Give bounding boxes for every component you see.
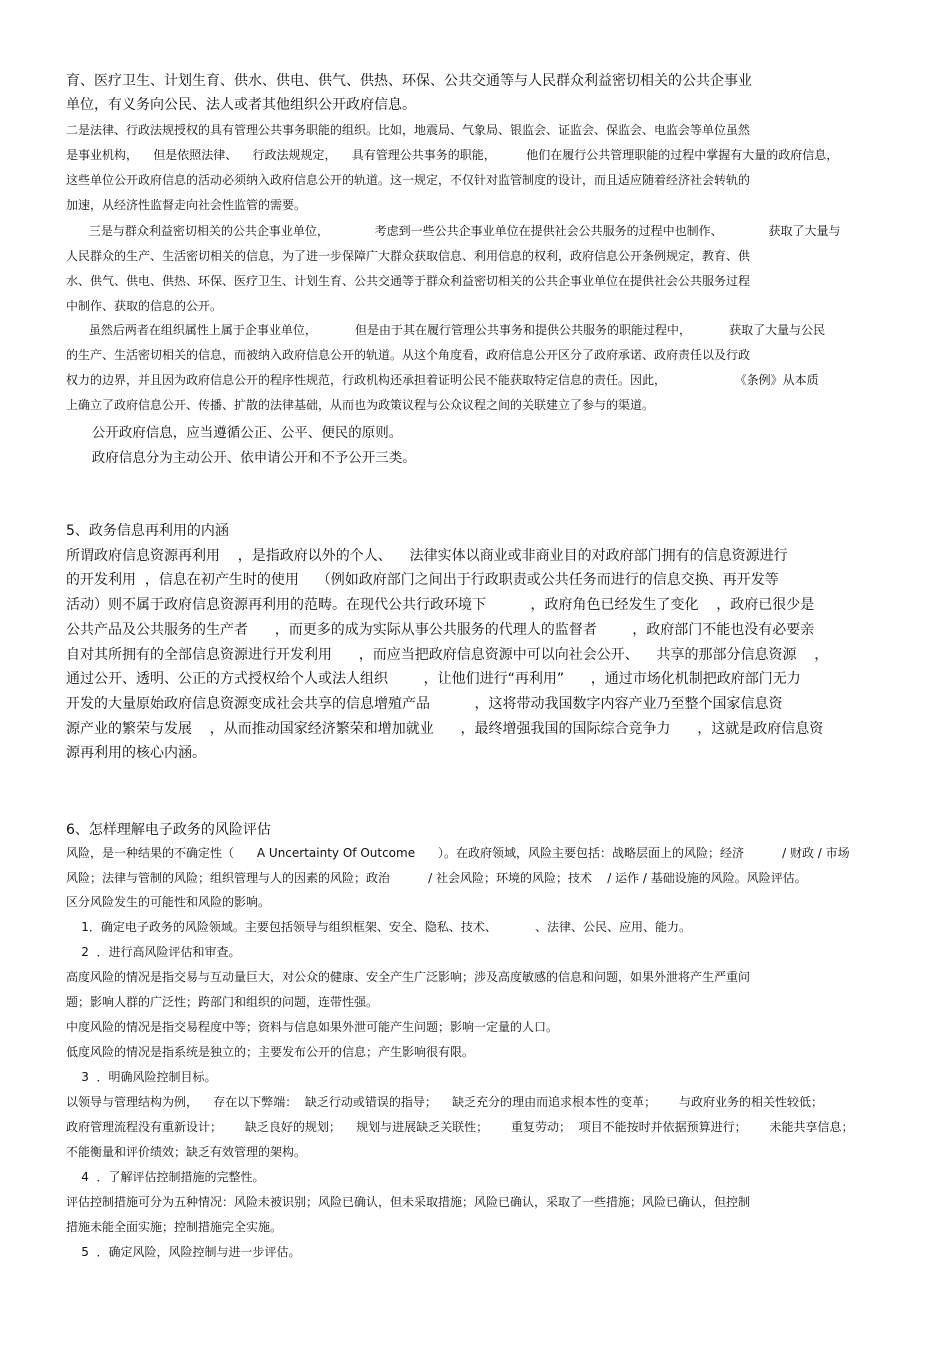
text-line: 三是与群众利益密切相关的公共企事业单位， 考虑到一些公共企事业单位在提供社会公共服务的过程中也制作、 获取了大量与 bbox=[66, 224, 841, 238]
list-item: 5 ．确定风险，风险控制与进一步评估。 bbox=[66, 1245, 301, 1259]
text-line: 虽然后两者在组织属性上属于企事业单位， 但是由于其在履行管理公共事务和提供公共服务的职能过程中， 获取了大量与公民 bbox=[66, 323, 826, 337]
list-item: 1．确定电子政务的风险领域。主要包括领导与组织框架、安全、隐私、技术、 、法律、公民、应用、能力。 bbox=[66, 920, 692, 934]
text-line: 源再利用的核心内涵。 bbox=[66, 745, 206, 761]
text-line: 风险，是一种结果的不确定性（ A Uncertainty Of Outcome ）。在政府领域，风险主要包括：战略层面上的风险；经济 / 财政 / 市场 bbox=[66, 846, 850, 860]
text-line: 水、供气、供电、供热、环保、医疗卫生、计划生育、公共交通等于群众利益密切相关的公共企事业单位在提供社会公共服务过程 bbox=[66, 274, 751, 288]
text-line: 上确立了政府信息公开、传播、扩散的法律基础，从而也为政策议程与公众议程之间的关联建立了参与的渠道。 bbox=[66, 398, 655, 412]
text-line: 人民群众的生产、生活密切相关的信息，为了进一步保障广大群众获取信息、利用信息的权利，政府信息公开条例规定，教育、供 bbox=[66, 249, 751, 263]
text-line: 以领导与管理结构为例， 存在以下弊端： 缺乏行动或错误的指导； 缺乏充分的理由而追求根本性的变革； 与政府业务的相关性较低； bbox=[66, 1095, 824, 1109]
text-line: 二是法律、行政法规授权的具有管理公共事务职能的组织。比如，地震局、气象局、银监会、证监会、保监会、电监会等单位虽然 bbox=[66, 123, 751, 137]
text-line: 中制作、获取的信息的公开。 bbox=[66, 299, 223, 313]
text-line: 育、医疗卫生、计划生育、供水、供电、供气、供热、环保、公共交通等与人民群众利益密切相关的公共企事业 bbox=[66, 73, 752, 89]
section-heading: 6、怎样理解电子政务的风险评估 bbox=[66, 822, 271, 838]
text-line: 公开政府信息，应当遵循公正、公平、便民的原则。 bbox=[66, 425, 403, 441]
text-line: 开发的大量原始政府信息资源变成社会共享的信息增殖产品 ，这将带动我国数字内容产业乃至整个国家信息资 bbox=[66, 696, 783, 712]
text-line: 活动）则不属于政府信息资源再利用的范畴。在现代公共行政环境下 ，政府角色已经发生了变化 ，政府已很少是 bbox=[66, 597, 815, 613]
list-item: 4 ．了解评估控制措施的完整性。 bbox=[66, 1170, 265, 1184]
text-line: 评估控制措施可分为五种情况：风险未被识别；风险已确认，但未采取措施；风险已确认，采取了一些措施；风险已确认，但控制 bbox=[66, 1195, 751, 1209]
text-line: 中度风险的情况是指交易程度中等；资料与信息如果外泄可能产生问题；影响一定量的人口。 bbox=[66, 1020, 559, 1034]
text-line: 不能衡量和评价绩效；缺乏有效管理的架构。 bbox=[66, 1145, 307, 1159]
text-line: 政府信息分为主动公开、依申请公开和不予公开三类。 bbox=[66, 450, 416, 466]
text-line: 加速，从经济性监督走向社会性监管的需要。 bbox=[66, 198, 307, 212]
text-line: 区分风险发生的可能性和风险的影响。 bbox=[66, 895, 271, 909]
text-line: 自对其所拥有的全部信息资源进行开发利用 ，而应当把政府信息资源中可以向社会公开、 共享的那部分信息资源 ， bbox=[66, 647, 829, 663]
text-line: 的开发利用 ，信息在初产生时的使用 （例如政府部门之间出于行政职责或公共任务而进行的信息交换、再开发等 bbox=[66, 572, 779, 588]
text-line: 单位，有义务向公民、法人或者其他组织公开政府信息。 bbox=[66, 97, 416, 113]
text-line: 通过公开、透明、公正的方式授权给个人或法人组织 ，让他们进行“再利用” ，通过市场化机制把政府部门无力 bbox=[66, 671, 801, 687]
list-item: 3 ．明确风险控制目标。 bbox=[66, 1070, 217, 1084]
text-line: 低度风险的情况是指系统是独立的；主要发布公开的信息；产生影响很有限。 bbox=[66, 1045, 475, 1059]
section-heading: 5、政务信息再利用的内涵 bbox=[66, 523, 229, 539]
text-line: 措施未能全面实施；控制措施完全实施。 bbox=[66, 1220, 283, 1234]
list-item: 2 ．进行高风险评估和审查。 bbox=[66, 945, 241, 959]
text-line: 所谓政府信息资源再利用 ，是指政府以外的个人、 法律实体以商业或非商业目的对政府部门拥有的信息资源进行 bbox=[66, 548, 788, 564]
text-line: 高度风险的情况是指交易与互动量巨大，对公众的健康、安全产生广泛影响；涉及高度敏感的信息和问题，如果外泄将产生严重问 bbox=[66, 970, 751, 984]
text-line: 权力的边界，并且因为政府信息公开的程序性规范，行政机构还承担着证明公民不能获取特定信息的责任。因此， 《条例》从本质 bbox=[66, 373, 819, 387]
text-line: 是事业机构， 但是依照法律、 行政法规规定， 具有管理公共事务的职能， 他们在履行公共管理职能的过程中掌握有大量的政府信息， bbox=[66, 148, 839, 162]
text-line: 公共产品及公共服务的生产者 ，而更多的成为实际从事公共服务的代理人的监督者 ，政府部门不能也没有必要亲 bbox=[66, 622, 815, 638]
text-line: 这些单位公开政府信息的活动必须纳入政府信息公开的轨道。这一规定，不仅针对监管制度的设计，而且适应随着经济社会转轨的 bbox=[66, 173, 751, 187]
text-line: 政府管理流程没有重新设计； 缺乏良好的规划； 规划与进展缺乏关联性； 重复劳动； 项目不能按时并依据预算进行； 未能共享信息； bbox=[66, 1120, 854, 1134]
text-line: 风险；法律与管制的风险；组织管理与人的因素的风险；政治 / 社会风险；环境的风险；技术 / 运作 / 基础设施的风险。风险评估。 bbox=[66, 871, 807, 885]
text-line: 的生产、生活密切相关的信息，而被纳入政府信息公开的轨道。从这个角度看，政府信息公开区分了政府承诺、政府责任以及行政 bbox=[66, 348, 751, 362]
text-line: 题；影响人群的广泛性；跨部门和组织的问题，连带性强。 bbox=[66, 995, 379, 1009]
text-line: 源产业的繁荣与发展 ，从而推动国家经济繁荣和增加就业 ，最终增强我国的国际综合竞争力 ，这就是政府信息资 bbox=[66, 721, 824, 737]
